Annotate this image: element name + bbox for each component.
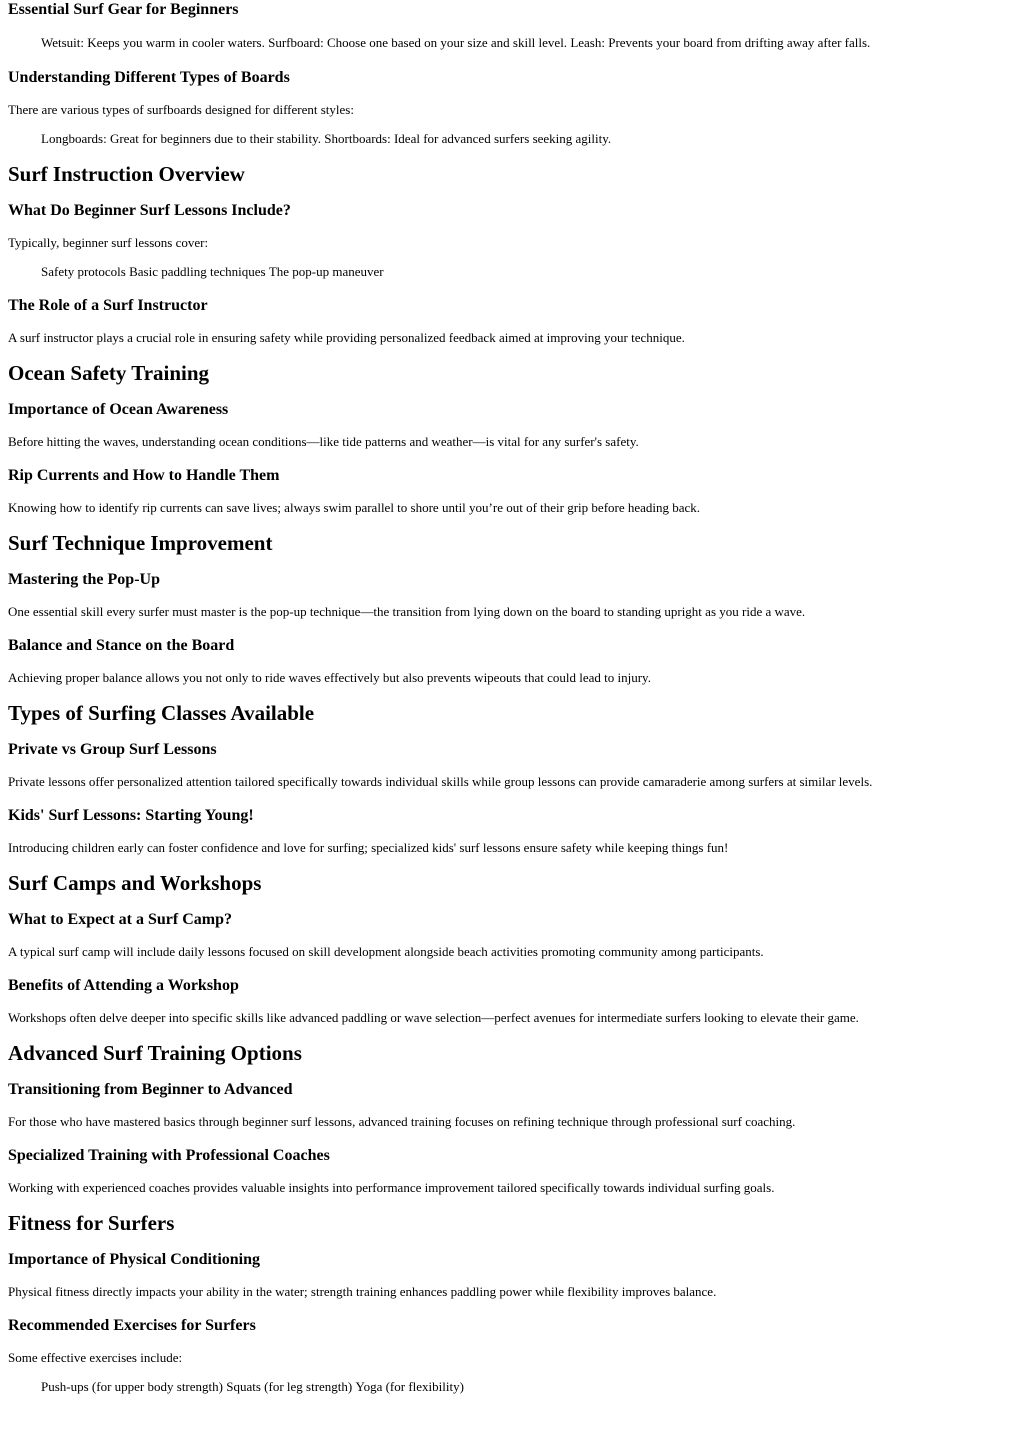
section-title-technique: Surf Technique Improvement [8, 531, 273, 555]
article [8, 0, 1016, 1395]
list-item: Wetsuit: Keeps you warm in cooler waters. [41, 35, 265, 50]
heading-surf-camp: What to Expect at a Surf Camp? [8, 911, 232, 928]
paragraph: Introducing children early can foster confidence and love for surfing; specialized kids' surf lessons ensure safety while keeping things fun! [8, 840, 729, 855]
section-title-fitness: Fitness for Surfers [8, 1211, 175, 1235]
heading-ocean-awareness: Importance of Ocean Awareness [8, 401, 229, 418]
board-types-list [8, 131, 1016, 147]
paragraph: Before hitting the waves, understanding ocean conditions—like tide patterns and weather—is vital for any surfer's safety. [8, 434, 639, 449]
section-title-camps: Surf Camps and Workshops [8, 871, 262, 895]
paragraph: Private lessons offer personalized attention tailored specifically towards individual skills while group lessons can provide camaraderie among surfers at similar levels. [8, 774, 873, 789]
section-title-advanced: Advanced Surf Training Options [8, 1041, 302, 1065]
list-item: Longboards: Great for beginners due to their stability. [41, 131, 322, 146]
paragraph: Physical fitness directly impacts your ability in the water; strength training enhances paddling power while flexibility improves balance. [8, 1284, 717, 1299]
heading-physical-conditioning: Importance of Physical Conditioning [8, 1251, 261, 1268]
exercises-list [8, 1379, 1016, 1395]
heading-private-vs-group: Private vs Group Surf Lessons [8, 741, 217, 758]
paragraph: A typical surf camp will include daily lessons focused on skill development alongside beach activities promoting community among participants. [8, 944, 764, 959]
surf-gear-list [8, 35, 1016, 51]
paragraph: Workshops often delve deeper into specific skills like advanced paddling or wave selection—perfect avenues for intermediate surfers looking to elevate their game. [8, 1010, 859, 1025]
list-item: Leash: Prevents your board from drifting away after falls. [570, 35, 871, 50]
paragraph: Achieving proper balance allows you not only to ride waves effectively but also prevents wipeouts that could lead to injury. [8, 670, 651, 685]
heading-workshop-benefits: Benefits of Attending a Workshop [8, 977, 239, 994]
paragraph: Knowing how to identify rip currents can save lives; always swim parallel to shore until you’re out of their grip before heading back. [8, 500, 701, 515]
list-item: The pop-up maneuver [268, 264, 384, 279]
paragraph: For those who have mastered basics through beginner surf lessons, advanced training focuses on refining technique through professional surf coaching. [8, 1114, 796, 1129]
list-item: Yoga (for flexibility) [355, 1379, 464, 1394]
list-item: Safety protocols [41, 264, 126, 279]
paragraph: Typically, beginner surf lessons cover: [8, 235, 209, 250]
heading-professional-coaches: Specialized Training with Professional Coaches [8, 1147, 330, 1164]
heading-kids-lessons: Kids' Surf Lessons: Starting Young! [8, 807, 254, 824]
paragraph: One essential skill every surfer must master is the pop-up technique—the transition from lying down on the board to standing upright as you ride a wave. [8, 604, 806, 619]
heading-surf-gear: Essential Surf Gear for Beginners [8, 1, 239, 18]
list-item: Push-ups (for upper body strength) [41, 1379, 223, 1394]
lesson-topics-list [8, 264, 1016, 280]
heading-transitioning: Transitioning from Beginner to Advanced [8, 1081, 293, 1098]
heading-recommended-exercises: Recommended Exercises for Surfers [8, 1317, 256, 1334]
section-title-classes: Types of Surfing Classes Available [8, 701, 315, 725]
paragraph: There are various types of surfboards designed for different styles: [8, 102, 354, 117]
section-title-ocean-safety: Ocean Safety Training [8, 361, 210, 385]
heading-instructor-role: The Role of a Surf Instructor [8, 297, 208, 314]
paragraph: Some effective exercises include: [8, 1350, 183, 1365]
paragraph: Working with experienced coaches provides valuable insights into performance improvement tailored specifically towards individual surfing goals. [8, 1180, 775, 1195]
list-item: Basic paddling techniques [129, 264, 266, 279]
heading-beginner-lessons: What Do Beginner Surf Lessons Include? [8, 202, 291, 219]
heading-board-types: Understanding Different Types of Boards [8, 69, 290, 86]
section-title-instruction: Surf Instruction Overview [8, 162, 245, 186]
heading-rip-currents: Rip Currents and How to Handle Them [8, 467, 280, 484]
list-item: Squats (for leg strength) [226, 1379, 353, 1394]
paragraph: A surf instructor plays a crucial role in ensuring safety while providing personalized feedback aimed at improving your technique. [8, 330, 685, 345]
list-item: Shortboards: Ideal for advanced surfers seeking agility. [324, 131, 612, 146]
heading-balance-stance: Balance and Stance on the Board [8, 637, 235, 654]
heading-pop-up: Mastering the Pop-Up [8, 571, 160, 588]
list-item: Surfboard: Choose one based on your size and skill level. [268, 35, 568, 50]
